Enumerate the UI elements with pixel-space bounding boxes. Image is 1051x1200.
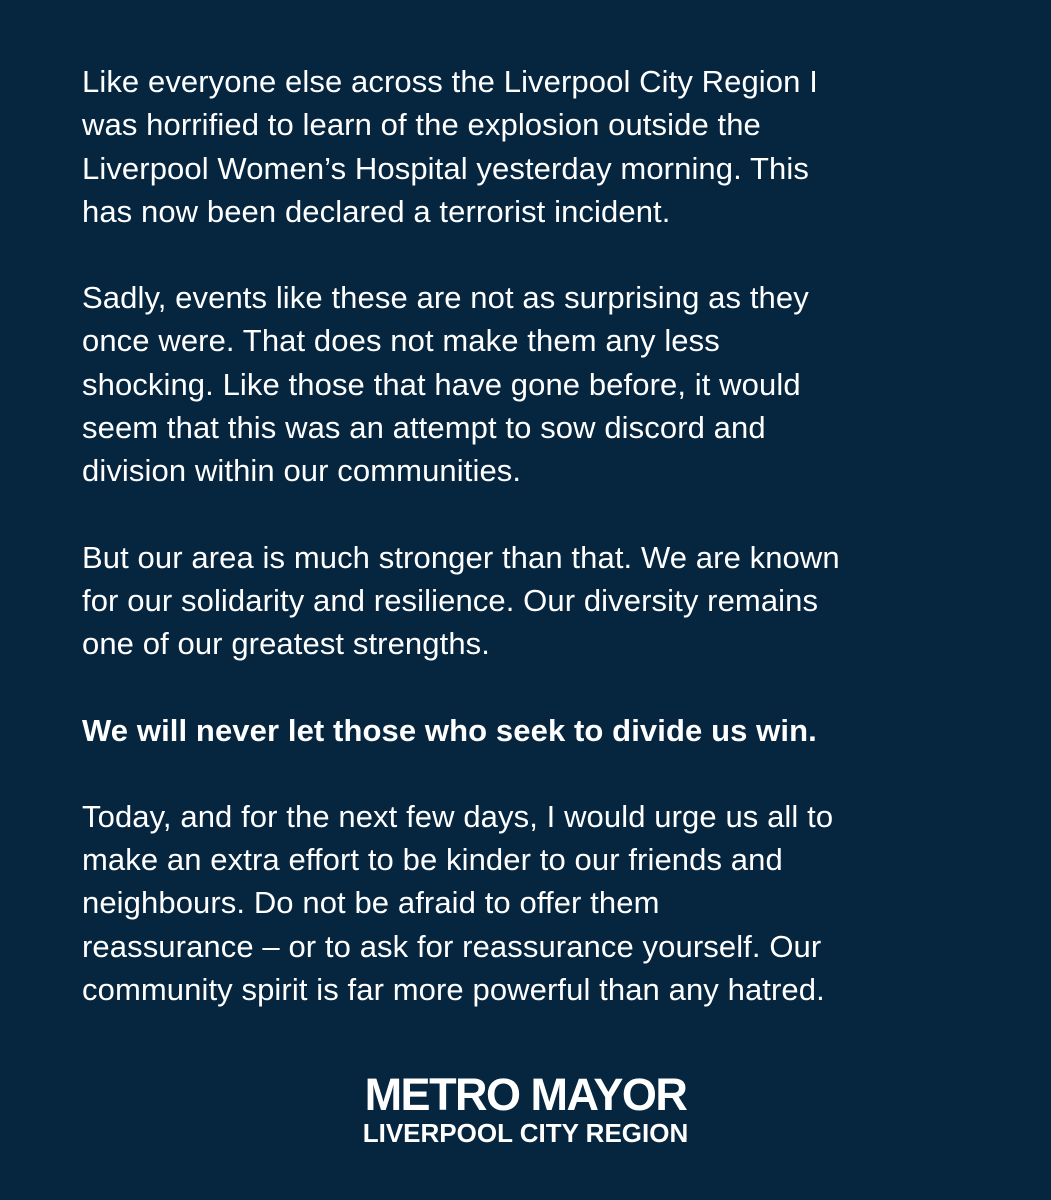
paragraph-line: seem that this was an attempt to sow discord and xyxy=(82,410,766,446)
paragraph-line: neighbours. Do not be afraid to offer them xyxy=(82,885,660,921)
paragraph-line: make an extra effort to be kinder to our friends and xyxy=(82,842,783,878)
logo-subtitle: LIVERPOOL CITY REGION xyxy=(362,1118,689,1148)
paragraph-line: for our solidarity and resilience. Our diversity remains xyxy=(82,582,819,618)
statement-body xyxy=(82,60,982,1054)
paragraph-4-emphasis xyxy=(82,709,982,752)
metro-mayor-logo xyxy=(0,1070,1051,1148)
paragraph-line: Liverpool Women’s Hospital yesterday morning. This xyxy=(82,150,809,186)
paragraph-line: has now been declared a terrorist incident. xyxy=(82,193,671,229)
paragraph-2 xyxy=(82,276,982,492)
paragraph-line: division within our communities. xyxy=(82,453,522,489)
paragraph-line: once were. That does not make them any less xyxy=(82,323,720,359)
paragraph-1 xyxy=(82,60,982,233)
paragraph-line: shocking. Like those that have gone before, it would xyxy=(82,366,801,402)
paragraph-line: community spirit is far more powerful than any hatred. xyxy=(82,972,825,1008)
paragraph-line: Sadly, events like these are not as surprising as they xyxy=(82,280,809,316)
paragraph-line: one of our greatest strengths. xyxy=(82,626,490,662)
paragraph-5 xyxy=(82,795,982,1011)
paragraph-line: was horrified to learn of the explosion outside the xyxy=(82,107,761,143)
paragraph-line: Like everyone else across the Liverpool City Region I xyxy=(82,64,818,99)
paragraph-line: But our area is much stronger than that. We are known xyxy=(82,539,840,575)
paragraph-line: Today, and for the next few days, I would urge us all to xyxy=(82,798,834,834)
paragraph-line: reassurance – or to ask for reassurance yourself. Our xyxy=(82,928,822,964)
paragraph-3 xyxy=(82,536,982,666)
logo-title: METRO MAYOR xyxy=(364,1069,687,1120)
paragraph-line: We will never let those who seek to divide us win. xyxy=(82,712,817,748)
